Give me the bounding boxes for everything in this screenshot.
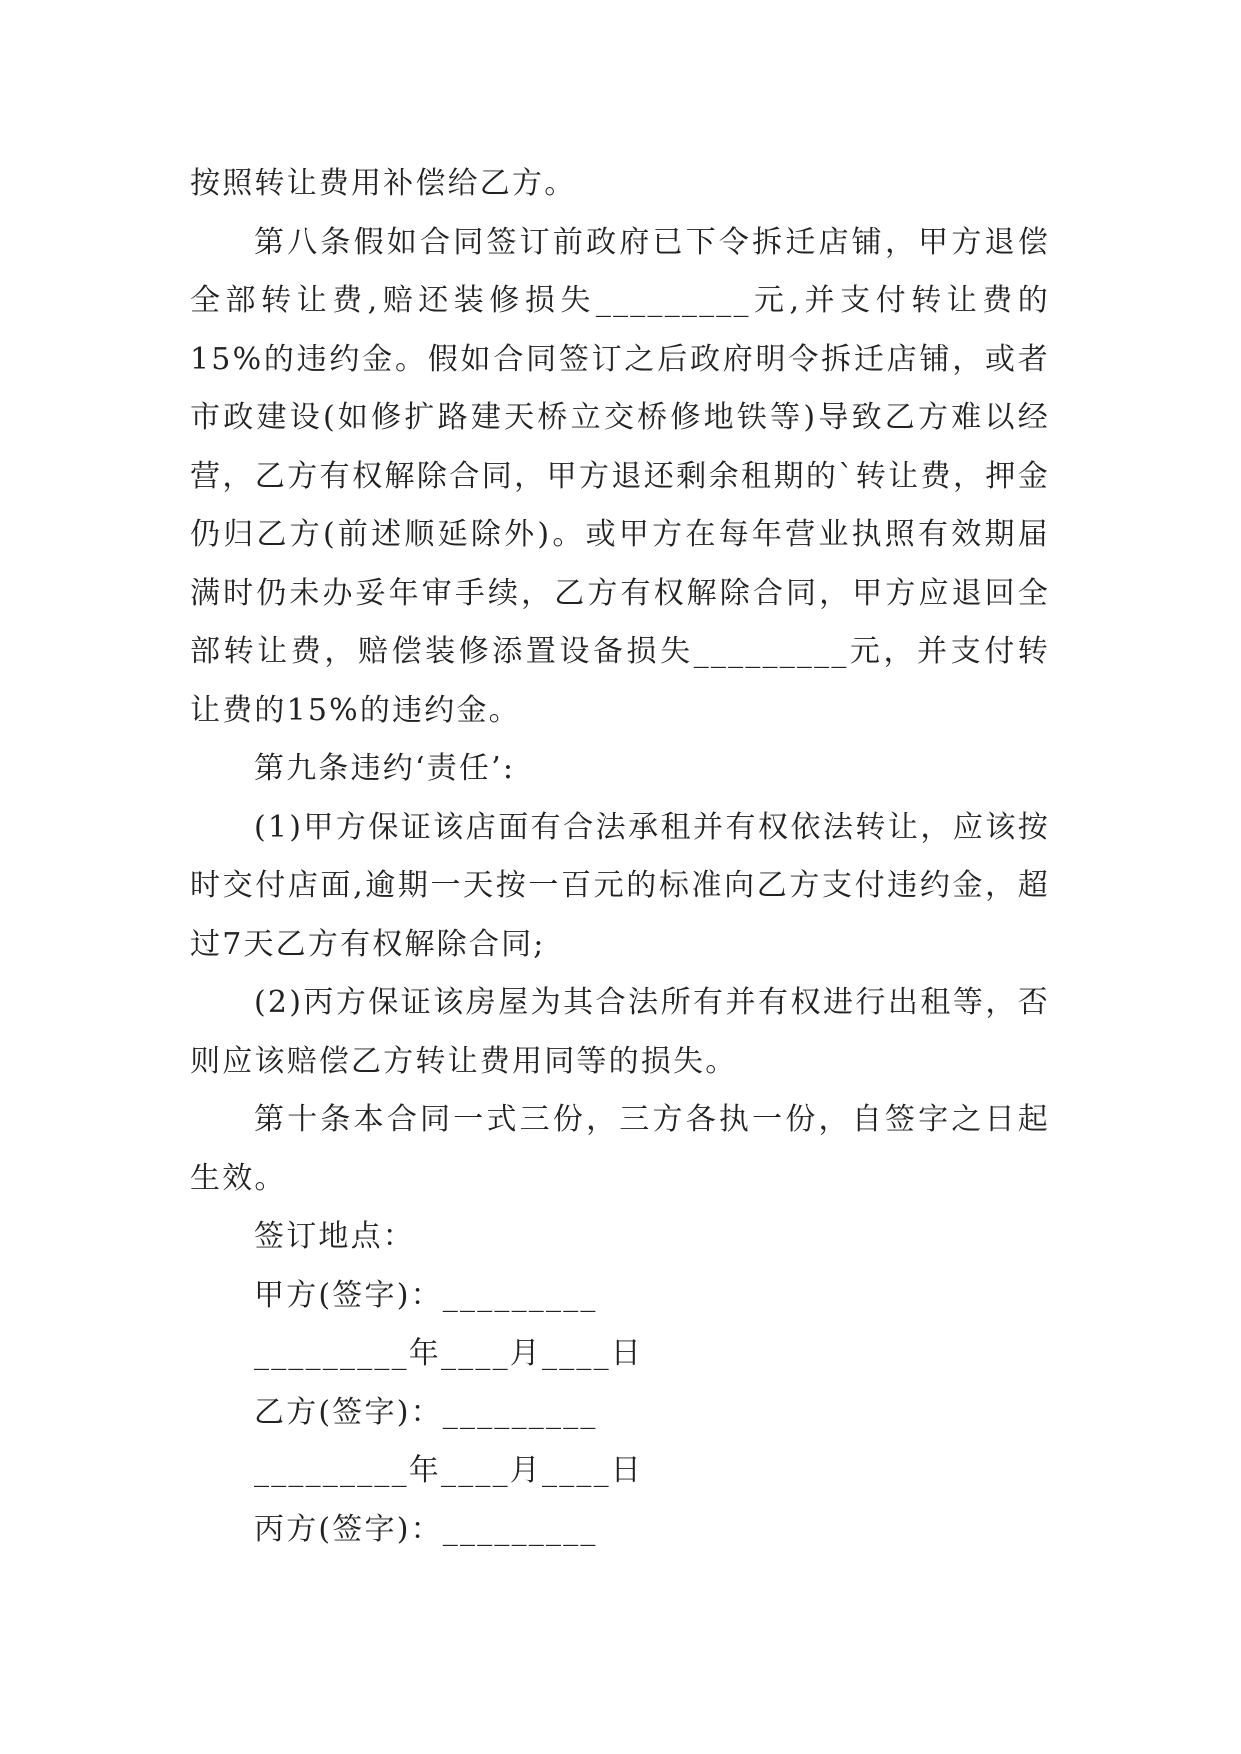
contract-body <box>190 155 1050 1559</box>
signature-block <box>190 1208 1050 1559</box>
party-b-date: _________年____月____日 <box>254 1453 643 1488</box>
paragraph-continuation: 按照转让费用补偿给乙方。 <box>190 166 577 201</box>
party-b-signature: 乙方(签字)：_________ <box>254 1394 598 1430</box>
signing-place: 签订地点： <box>254 1219 415 1254</box>
party-a-signature: 甲方(签字)：_________ <box>254 1277 598 1313</box>
paragraph-article-9-item-2: (2)丙方保证该房屋为其合法所有并有权进行出租等，否则应该赔偿乙方转让费用同等的损失。 <box>190 985 1050 1079</box>
party-a-date: _________年____月____日 <box>254 1336 643 1371</box>
party-c-signature: 丙方(签字)：_________ <box>254 1511 598 1547</box>
paragraph-article-8: 第八条假如合同签订前政府已下令拆迁店铺，甲方退偿全部转让费,赔还装修损失_________元,并支付转让费的15%的违约金。假如合同签订之后政府明令拆迁店铺，或者市政建设(如修扩路建天桥立交桥修地铁等)导致乙方难以经营，乙方有权解除合同，甲方退还剩余租期的`转让费，押金仍归乙方(前述顺延除外)。或甲方在每年营业执照有效期届满时仍未办妥年审手续，乙方有权解除合同，甲方应退回全部转让费，赔偿装修添置设备损失_________元，并支付转让费的15%的违约金。 <box>190 224 1050 728</box>
paragraph-article-9-item-1: (1)甲方保证该店面有合法承租并有权依法转让，应该按时交付店面,逾期一天按一百元的标准向乙方支付违约金，超过7天乙方有权解除合同; <box>190 809 1050 962</box>
paragraph-article-9-heading: 第九条违约‘责任’: <box>254 751 516 786</box>
paragraph-article-10: 第十条本合同一式三份，三方各执一份，自签字之日起生效。 <box>190 1102 1050 1196</box>
